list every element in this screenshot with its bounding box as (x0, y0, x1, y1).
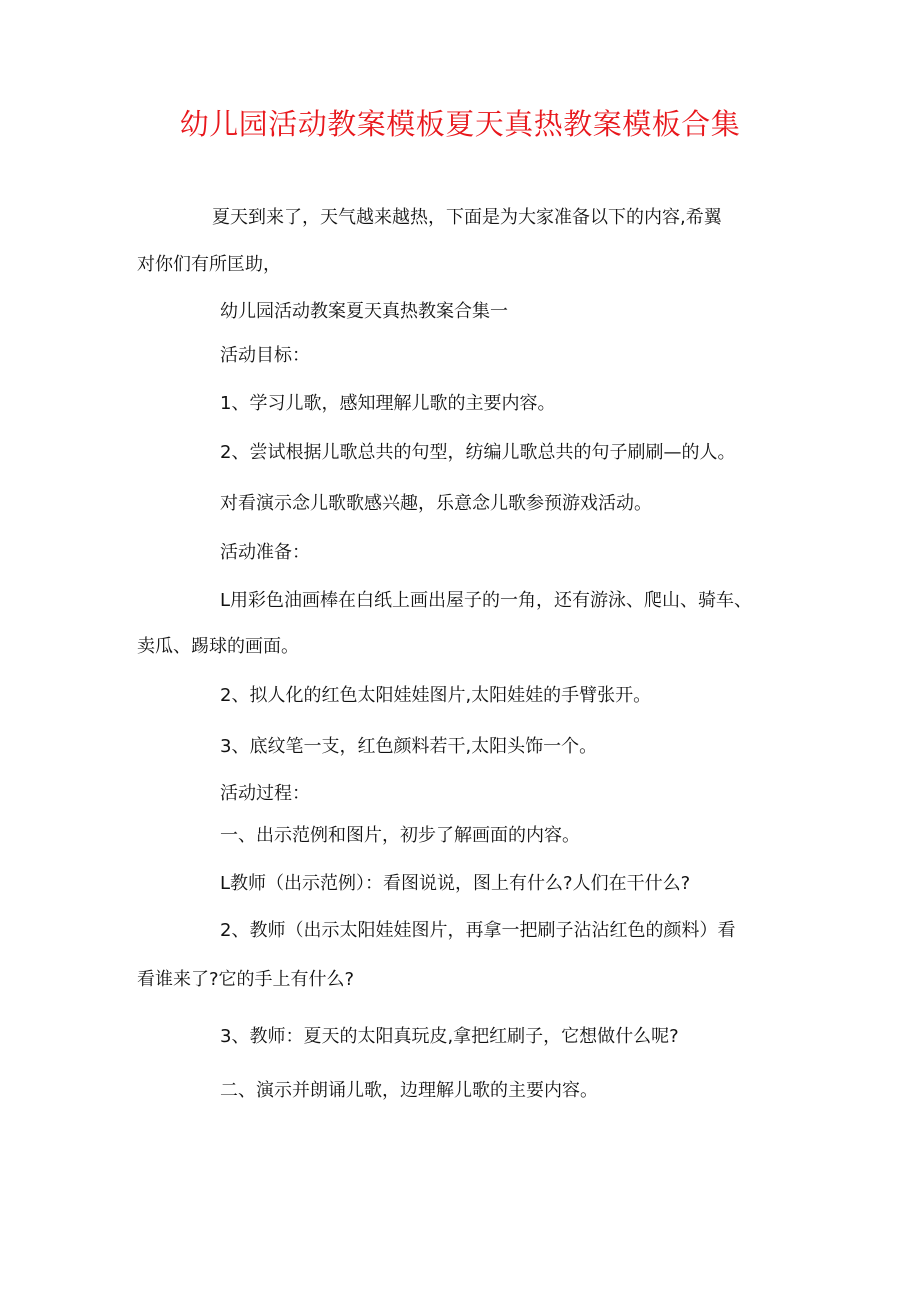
paragraph-line: 对看演示念儿歌歌感兴趣，乐意念儿歌参预游戏活动。 (220, 493, 652, 514)
list-item: 一、出示范例和图片，初步了解画面的内容。 (220, 825, 580, 846)
list-item: 3、教师：夏天的太阳真玩皮,拿把红刷子，它想做什么呢? (220, 1026, 679, 1047)
list-item: 2、教师（出示太阳娃娃图片，再拿一把刷子沾沾红色的颜料）看 (220, 920, 736, 941)
section-heading: 活动过程： (220, 783, 310, 804)
list-item: L用彩色油画棒在白纸上画出屋子的一角，还有游泳、爬山、骑车、 (220, 590, 753, 611)
list-item: 3、底纹笔一支，红色颜料若干,太阳头饰一个。 (220, 736, 598, 757)
paragraph-line: 看谁来了?它的手上有什么? (137, 969, 355, 990)
document-title: 幼儿园活动教案模板夏天真热教案模板合集 (179, 107, 741, 141)
paragraph-line: 夏天到来了，天气越来越热，下面是为大家准备以下的内容,希翼 (212, 207, 722, 228)
section-heading: 幼儿园活动教案夏天真热教案合集一 (220, 301, 508, 322)
section-heading: 活动准备： (220, 542, 310, 563)
list-item: 二、演示并朗诵儿歌，边理解儿歌的主要内容。 (220, 1080, 598, 1101)
list-item: L教师（出示范例）：看图说说，图上有什么?人们在干什么? (220, 873, 691, 894)
list-item: 1、学习儿歌，感知理解儿歌的主要内容。 (220, 393, 556, 414)
paragraph-line: 对你们有所匡助， (137, 254, 281, 275)
list-item: 2、拟人化的红色太阳娃娃图片,太阳娃娃的手臂张开。 (220, 685, 652, 706)
list-item: 2、尝试根据儿歌总共的句型，纺编儿歌总共的句子刷刷—的人。 (220, 442, 736, 463)
paragraph-line: 卖瓜、踢球的画面。 (137, 636, 299, 657)
section-heading: 活动目标： (220, 345, 310, 366)
